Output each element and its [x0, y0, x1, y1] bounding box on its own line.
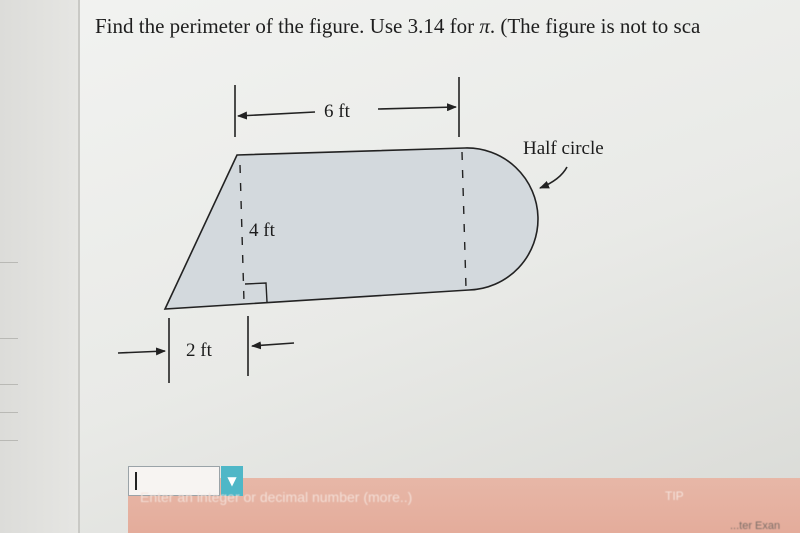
bottom-dim-arrow-right — [252, 343, 294, 346]
tip-button[interactable]: TIP — [665, 489, 684, 503]
examples-link[interactable]: ...ter Exan — [730, 520, 781, 532]
answer-hint[interactable]: Enter an integer or decimal number (more..) — [140, 489, 413, 505]
top-dim-arrow-left — [238, 112, 315, 116]
pi-symbol: π — [479, 14, 490, 38]
text-caret — [135, 472, 137, 490]
top-dimension-label: 6 ft — [324, 101, 350, 122]
chevron-down-icon: ▼ — [227, 474, 237, 488]
question-text-before: Find the perimeter of the figure. Use 3.14 for — [95, 14, 480, 38]
figure-shape — [165, 148, 538, 309]
half-circle-pointer-arrow — [540, 167, 567, 188]
question-text-after: . (The figure is not to sca — [489, 14, 701, 38]
half-circle-label: Half circle — [523, 138, 604, 159]
bottom-dim-arrow-left — [118, 351, 165, 353]
bottom-dimension-label: 2 ft — [186, 340, 212, 361]
height-label: 4 ft — [249, 220, 275, 241]
top-dim-arrow-right — [378, 107, 456, 109]
